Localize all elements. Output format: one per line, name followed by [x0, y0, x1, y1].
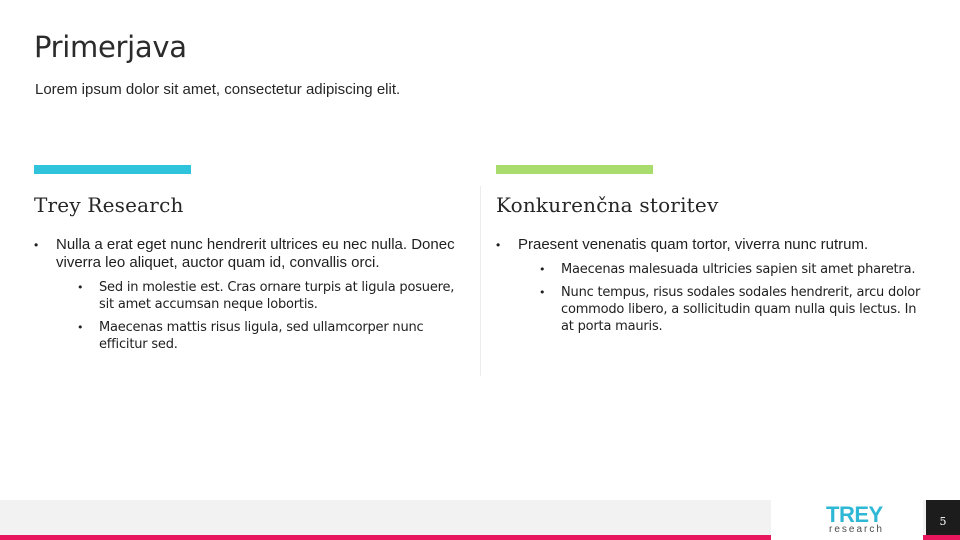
- accent-bar-right: [496, 165, 653, 174]
- sub-bullet-item: [56, 319, 464, 353]
- bullet-list: [496, 236, 926, 335]
- sub-bullet-item: [518, 284, 926, 335]
- bullet-dot-icon: •: [539, 263, 546, 276]
- column-trey-research: [34, 193, 464, 359]
- column-heading: Trey Research: [34, 193, 184, 217]
- bullet-text: Nulla a erat eget nunc hendrerit ultrices eu nec nulla. Donec viverra leo aliquet, auctor quam id, convallis orci.: [56, 236, 455, 271]
- bullet-item: [34, 236, 464, 353]
- bullet-list: [34, 236, 464, 353]
- slide-subtitle: Lorem ipsum dolor sit amet, consectetur adipiscing elit.: [35, 81, 401, 98]
- sub-bullet-text: Nunc tempus, risus sodales sodales hendrerit, arcu dolor commodo libero, a sollicitudin quam nulla quis lectus. In at porta mauris.: [561, 285, 921, 334]
- sub-bullet-list: [56, 279, 464, 353]
- slide-title: Primerjava: [34, 30, 187, 64]
- bullet-dot-icon: •: [496, 238, 501, 252]
- logo-tagline: research: [829, 524, 884, 535]
- column-heading: Konkurenčna storitev: [496, 193, 719, 217]
- bullet-dot-icon: •: [539, 286, 546, 299]
- page-number: 5: [939, 515, 947, 528]
- bullet-dot-icon: •: [77, 281, 84, 294]
- sub-bullet-list: [518, 261, 926, 335]
- logo-wordmark: TREY: [826, 502, 883, 527]
- bullet-dot-icon: •: [34, 238, 39, 252]
- sub-bullet-item: [56, 279, 464, 313]
- bullet-item: [496, 236, 926, 335]
- accent-bar-left: [34, 165, 191, 174]
- sub-bullet-text: Maecenas mattis risus ligula, sed ullamcorper nunc efficitur sed.: [99, 320, 424, 352]
- column-divider: [480, 186, 481, 376]
- bullet-dot-icon: •: [77, 321, 84, 334]
- column-competitor: [496, 193, 926, 341]
- sub-bullet-text: Maecenas malesuada ultricies sapien sit amet pharetra.: [561, 262, 916, 277]
- sub-bullet-item: [518, 261, 926, 278]
- sub-bullet-text: Sed in molestie est. Cras ornare turpis at ligula posuere, sit amet accumsan neque lobortis.: [99, 280, 455, 312]
- bullet-text: Praesent venenatis quam tortor, viverra nunc rutrum.: [518, 236, 869, 253]
